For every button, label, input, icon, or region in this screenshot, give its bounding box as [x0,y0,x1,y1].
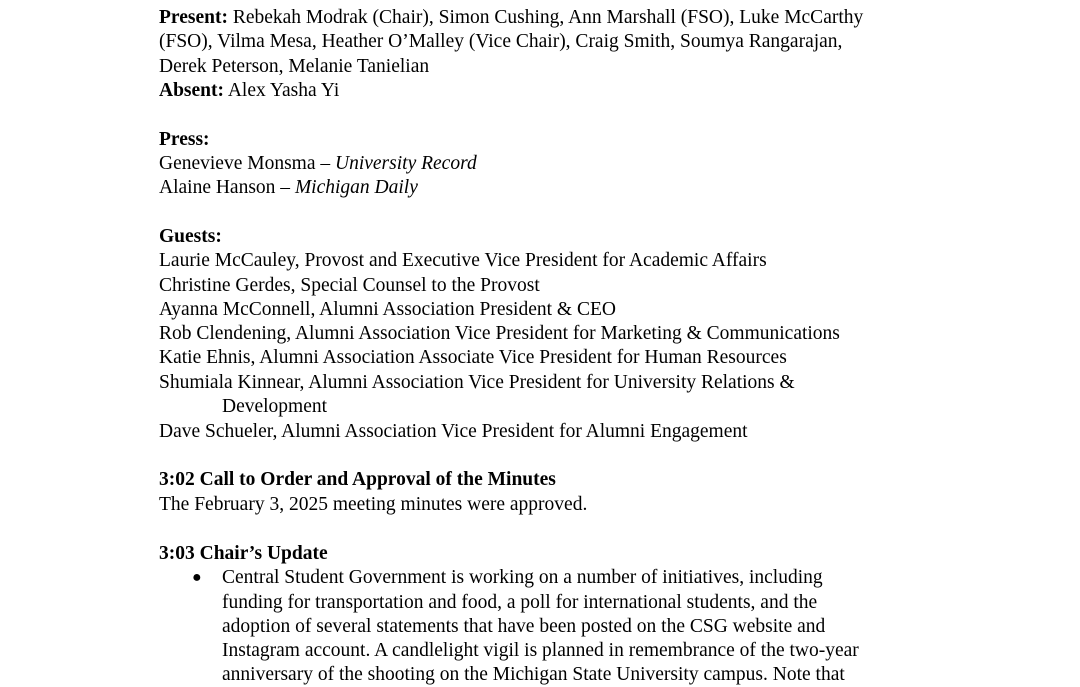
chairs-update-heading: 3:03 Chair’s Update [159,543,328,564]
press-entry: Genevieve Monsma – University Record [159,153,477,174]
guest-line: Dave Schueler, Alumni Association Vice President for Alumni Engagement [159,421,748,442]
guest-line: Rob Clendening, Alumni Association Vice President for Marketing & Communications [159,323,840,344]
present-names: Rebekah Modrak (Chair), Simon Cushing, Ann Marshall (FSO), Luke McCarthy [232,7,864,28]
bullet-text-line: Instagram account. A candlelight vigil is planned in remembrance of the two-year [222,640,859,661]
bullet-text-line: adoption of several statements that have been posted on the CSG website and [222,616,826,637]
guests-heading: Guests: [159,226,222,247]
bullet-text-line: anniversary of the shooting on the Michigan State University campus. Note that [222,664,845,685]
guest-line: Christine Gerdes, Special Counsel to the Provost [159,275,540,296]
guest-line: Katie Ehnis, Alumni Association Associate Vice President for Human Resources [159,347,787,368]
press-outlet: University Record [335,153,477,174]
absent-names: Alex Yasha Yi [227,80,340,101]
bullet-text-line: funding for transportation and food, a poll for international students, and the [222,592,818,613]
bullet-icon: ● [192,569,202,586]
press-heading: Press: [159,129,210,150]
call-to-order-body: The February 3, 2025 meeting minutes were approved. [159,494,588,515]
absent-label: Absent: [159,80,225,101]
press-entry: Alaine Hanson – Michigan Daily [159,177,418,198]
present-line-1 [159,6,863,30]
absent-line [159,79,339,103]
guest-line: Laurie McCauley, Provost and Executive Vice President for Academic Affairs [159,250,767,271]
guest-line: Shumiala Kinnear, Alumni Association Vice President for University Relations & [159,372,795,393]
guest-line: Ayanna McConnell, Alumni Association President & CEO [159,299,616,320]
present-line-3: Derek Peterson, Melanie Tanielian [159,56,430,77]
present-label: Present: [159,7,228,28]
guest-line-continuation: Development [222,396,328,417]
call-to-order-heading: 3:02 Call to Order and Approval of the Minutes [159,469,556,490]
bullet-text-line: Central Student Government is working on a number of initiatives, including [222,567,823,588]
present-line-2: (FSO), Vilma Mesa, Heather O’Malley (Vice Chair), Craig Smith, Soumya Rangarajan, [159,31,843,52]
press-outlet: Michigan Daily [294,177,418,198]
